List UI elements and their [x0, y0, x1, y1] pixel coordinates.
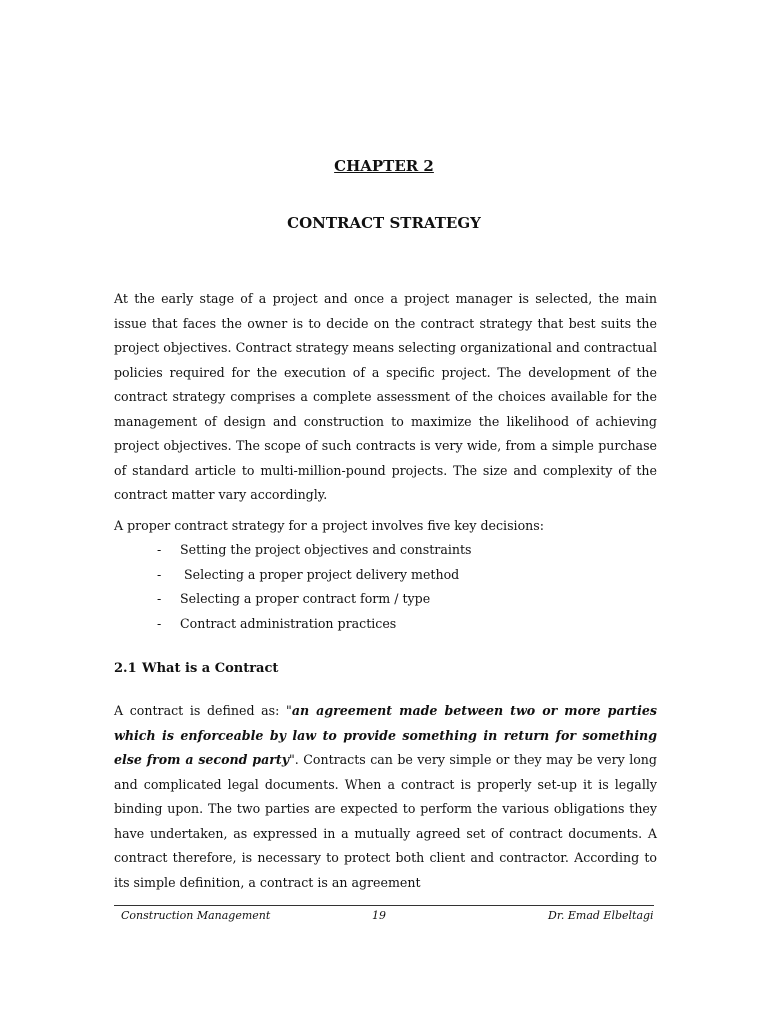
section-title: What is a Contract	[142, 661, 279, 676]
decisions-lead-text: A proper contract strategy for a project involves five key decisions:	[114, 518, 544, 533]
bullet-marker: -	[157, 566, 162, 582]
list-item-text: Selecting a proper project delivery method	[180, 566, 460, 582]
list-item	[157, 587, 637, 612]
list-item	[157, 563, 637, 588]
footer-page-number: 19	[372, 909, 386, 922]
list-item	[157, 538, 637, 563]
footer-course-title: Construction Management	[121, 909, 271, 922]
bullet-marker: -	[157, 542, 162, 557]
section-number: 2.1	[114, 661, 137, 676]
definition-lead: A contract is defined as: "	[114, 703, 292, 718]
chapter-title: CONTRACT STRATEGY	[287, 214, 481, 232]
list-item-text: Selecting a proper contract form / type	[180, 591, 431, 606]
list-item	[157, 612, 637, 637]
decisions-list	[157, 538, 637, 636]
contract-definition: an agreement made between two or more parties which is enforceable by law to provide something in return for something else from a second party	[114, 703, 657, 767]
bullet-marker: -	[157, 615, 162, 631]
bullet-marker: -	[157, 591, 162, 606]
footer-author: Dr. Emad Elbeltagi	[548, 909, 654, 922]
chapter-number-heading: CHAPTER 2	[334, 157, 434, 175]
list-item-text: Setting the project objectives and constraints	[180, 542, 472, 557]
intro-paragraph: At the early stage of a project and once a project manager is selected, the main issue that faces the owner is to decide on the contract strategy that best suits the project objectives. Contract strategy means selecting organizational and contractual policies required for the execution of a specific project. The development of the contract strategy comprises a complete assessment of the choices available for the management of design and construction to maximize the likelihood of achieving project objectives. The scope of such contracts is very wide, from a simple purchase of standard article to multi-million-pound projects. The size and complexity of the contract matter vary accordingly.	[114, 291, 657, 502]
section-heading	[114, 661, 278, 676]
contract-definition-paragraph	[114, 699, 657, 895]
list-item-text: Contract administration practices	[180, 615, 397, 631]
definition-continuation: ". Contracts can be very simple or they may be very long and complicated legal documents. When a contract is properly set-up it is legally binding upon. The two parties are expected to perform the various obligations they have undertaken, as expressed in a mutually agreed set of contract documents. A contract therefore, is necessary to protect both client and contractor. According to its simple definition, a contract is an agreement	[114, 752, 657, 890]
footer-divider	[114, 905, 654, 906]
